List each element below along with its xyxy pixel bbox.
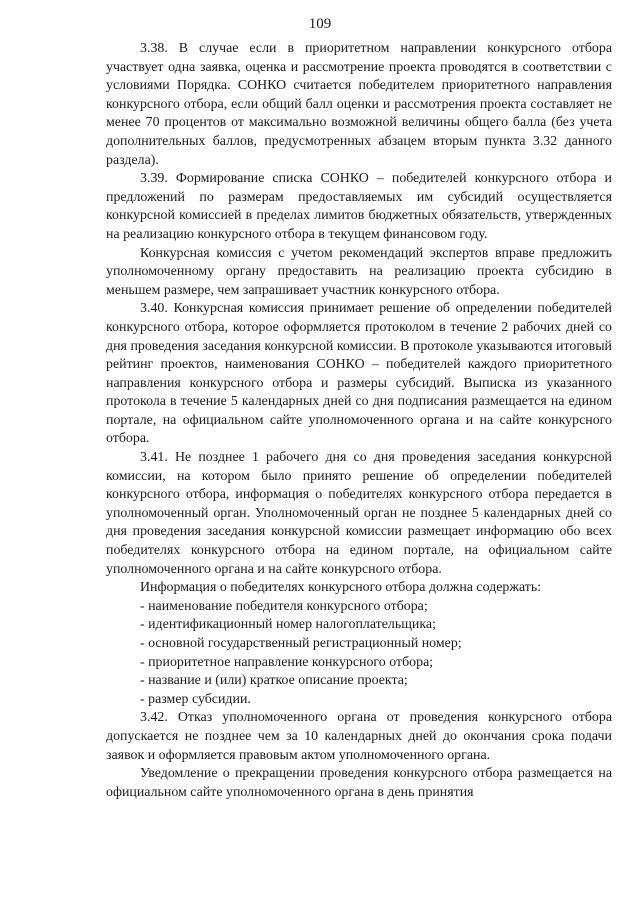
paragraph-3-40: 3.40. Конкурсная комиссия принимает решение об определении победителей конкурсного отбора, которое оформляется протоколом в течение 2 рабочих дней со дня проведения заседания конкурсной комиссии. В протоколе указываются итоговый рейтинг проектов, наименования СОНКО – победителей каждого приоритетного направления конкурсного отбора и размеры субсидий. Выписка из указанного протокола в течение 5 календарных дней со дня подписания размещается на едином портале, на официальном сайте уполномоченного органа и на сайте конкурсного отбора. bbox=[106, 301, 612, 447]
list-item-inn: - идентификационный номер налогоплательщика; bbox=[140, 617, 436, 633]
paragraph-3-38: 3.38. В случае если в приоритетном направлении конкурсного отбора участвует одна заявка, оценка и рассмотрение проекта проводятся в соответствии с условиями Порядка. СОНКО считается победителем приоритетного направления конкурсного отбора, если общий балл оценки и рассмотрения проекта составляет не менее 70 процентов от максимально возможной величины общего балла (без учета дополнительных баллов, предусмотренных абзацем вторым пункта 3.32 данного раздела). bbox=[106, 41, 612, 168]
list-item-ogrn: - основной государственный регистрационный номер; bbox=[140, 636, 462, 651]
list-item-priority-direction: - приоритетное направление конкурсного отбора; bbox=[140, 654, 434, 670]
paragraph-3-39: 3.39. Формирование списка СОНКО – победителей конкурсного отбора и предложений по размерам предоставляемых им субсидий осуществляется конкурсной комиссией в пределах лимитов бюджетных обязательств, утвержденных на реализацию конкурсного отбора в текущем финансовом году. bbox=[106, 171, 612, 242]
paragraph-3-42: 3.42. Отказ уполномоченного органа от проведения конкурсного отбора допускается не позднее чем за 10 календарных дней до окончания срока подачи заявок и оформляется правовым актом уполномоченного органа. bbox=[106, 710, 612, 763]
page-number: 109 bbox=[308, 16, 332, 32]
list-item-project-title: - название и (или) краткое описание проекта; bbox=[140, 673, 408, 689]
paragraph-winner-info-intro: Информация о победителях конкурсного отбора должна содержать: bbox=[140, 580, 542, 596]
paragraph-termination-notice: Уведомление о прекращении проведения конкурсного отбора размещается на официальном сайте уполномоченного органа в день принятия bbox=[106, 766, 612, 800]
document-body bbox=[106, 40, 612, 802]
list-item-subsidy-size: - размер субсидии. bbox=[140, 691, 251, 707]
paragraph-3-41: 3.41. Не позднее 1 рабочего дня со дня проведения заседания конкурсной комиссии, на котором было принято решение об определении победителей конкурсного отбора, информация о победителях конкурсного отбора передается в уполномоченный орган. Уполномоченный орган не позднее 5 календарных дней со дня проведения заседания конкурсной комиссии размещает информацию обо всех победителях конкурсного отбора на едином портале, на официальном сайте уполномоченного органа и на сайте конкурсного отбора. bbox=[106, 450, 612, 577]
list-item-winner-name: - наименование победителя конкурсного отбора; bbox=[140, 598, 428, 614]
paragraph-commission-recommendation: Конкурсная комиссия с учетом рекомендаций экспертов вправе предложить уполномоченному органу предоставить на реализацию проекта субсидию в меньшем размере, чем запрашивает участник конкурсного отбора. bbox=[106, 245, 612, 298]
